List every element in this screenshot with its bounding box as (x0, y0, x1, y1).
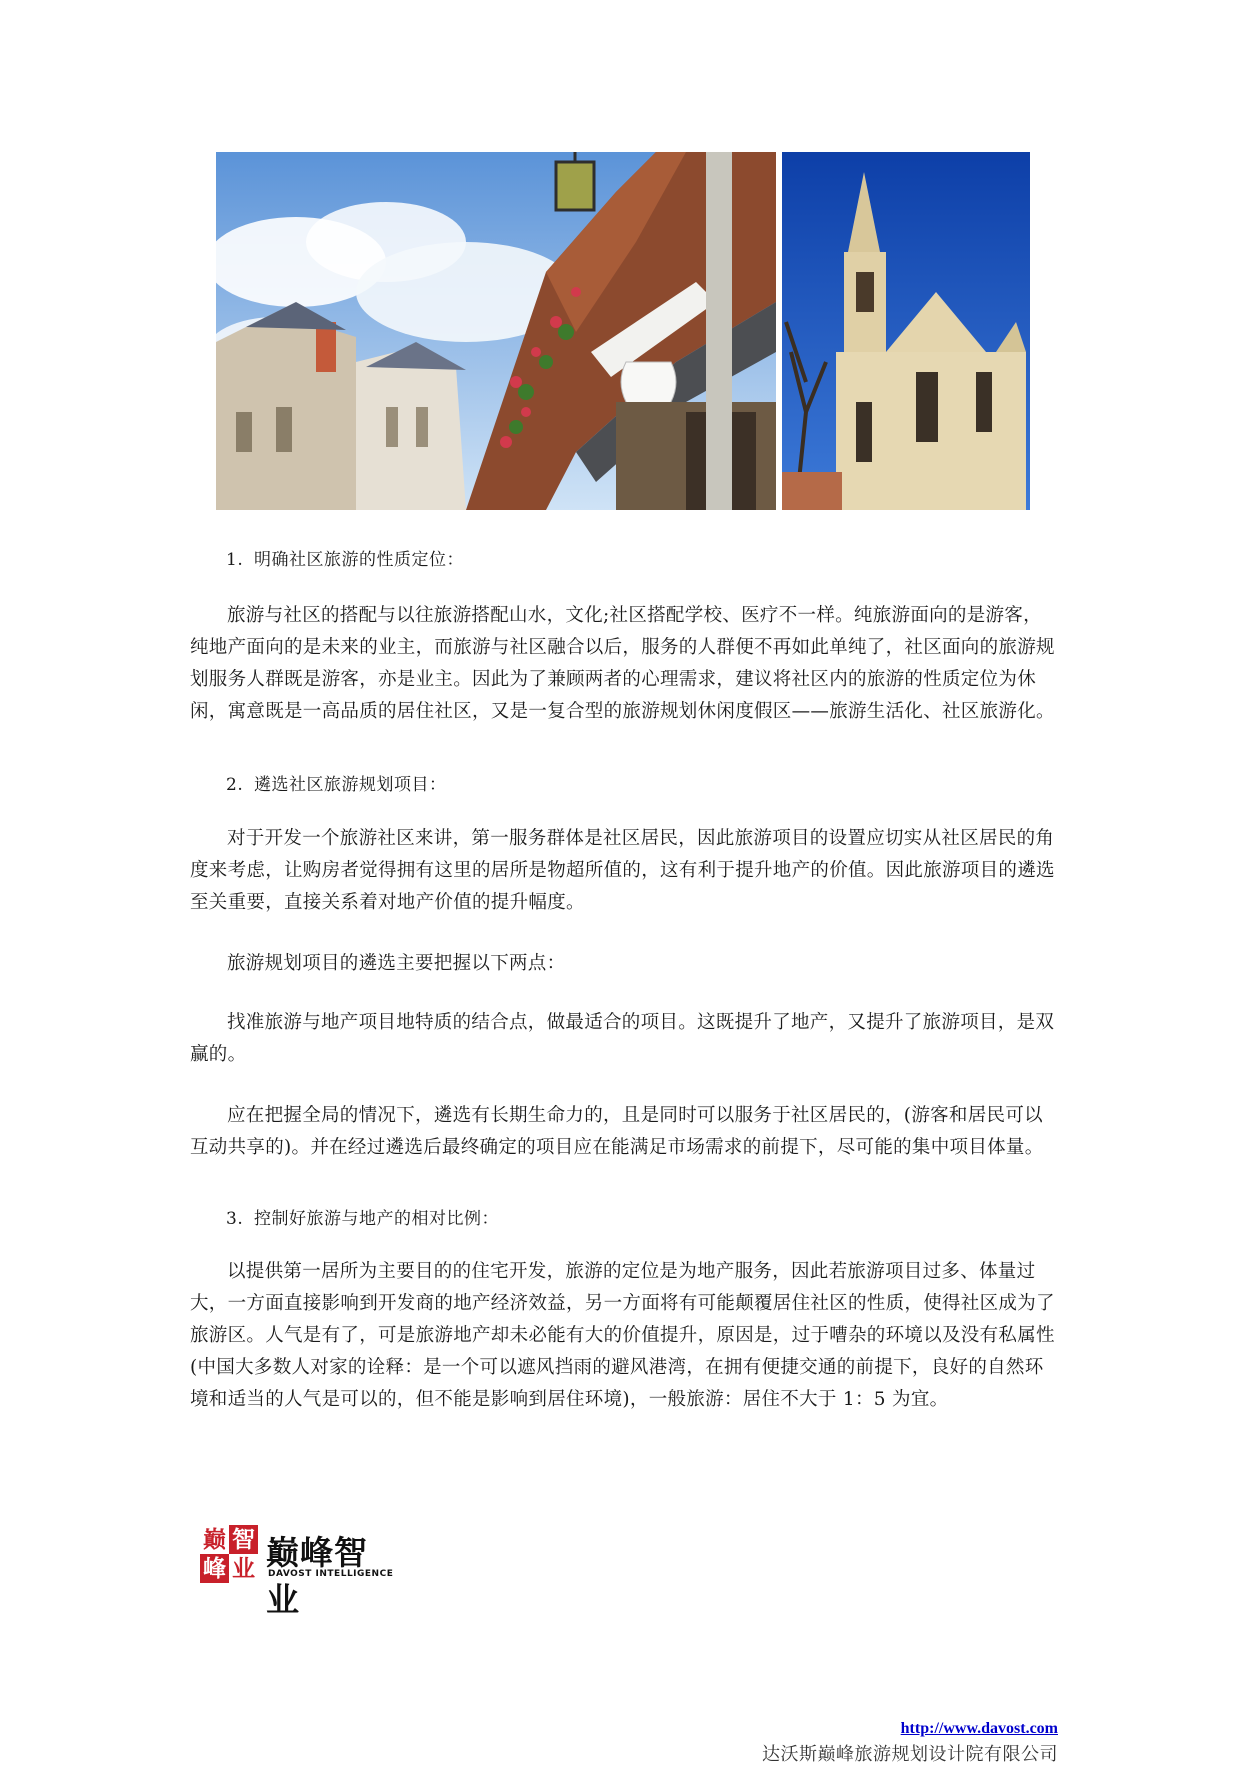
company-logo (200, 1525, 400, 1619)
section-1-number: 1. (226, 550, 244, 570)
header-photo-strip (216, 152, 1030, 510)
logo-name-en: DAVOST INTELLIGENCE (268, 1569, 394, 1579)
street-photo (216, 152, 776, 510)
seal-char-2: 智 (229, 1525, 258, 1554)
logo-seal (200, 1525, 258, 1583)
section-3-title: 控制好旅游与地产的相对比例： (254, 1209, 499, 1229)
section-3-heading (226, 1204, 499, 1229)
seal-char-4: 业 (232, 1555, 255, 1582)
section-2-paragraph-3: 找准旅游与地产项目地特质的结合点，做最适合的项目。这既提升了地产，又提升了旅游项目，是双赢的。 (190, 1012, 1055, 1065)
website-link[interactable]: http://www.davost.com (900, 1720, 1058, 1737)
logo-name-cn: 巅峰智业 (266, 1533, 368, 1619)
section-2-title: 遴选社区旅游规划项目： (254, 775, 447, 795)
section-3-number: 3. (226, 1209, 244, 1229)
photo-collage (216, 152, 1030, 510)
seal-char-1: 巅 (203, 1526, 226, 1553)
company-name: 达沃斯巅峰旅游规划设计院有限公司 (762, 1744, 1058, 1765)
church-photo (782, 152, 1030, 510)
section-1-paragraph: 旅游与社区的搭配与以往旅游搭配山水，文化;社区搭配学校、医疗不一样。纯旅游面向的是游客，纯地产面向的是未来的业主，而旅游与社区融合以后，服务的人群便不再如此单纯了，社区面向的旅游规划服务人群既是游客，亦是业主。因此为了兼顾两者的心理需求，建议将社区内的旅游的性质定位为休闲，寓意既是一高品质的居住社区，又是一复合型的旅游规划休闲度假区——旅游生活化、社区旅游化。 (190, 605, 1055, 722)
section-1-heading (226, 545, 464, 570)
section-2-heading (226, 770, 447, 795)
section-1-title: 明确社区旅游的性质定位： (254, 550, 464, 570)
section-2-paragraph-2: 旅游规划项目的遴选主要把握以下两点： (227, 953, 566, 974)
section-2-paragraph-4: 应在把握全局的情况下，遴选有长期生命力的，且是同时可以服务于社区居民的，(游客和居民可以互动共享的)。并在经过遴选后最终确定的项目应在能满足市场需求的前提下，尽可能的集中项目体量。 (190, 1105, 1044, 1158)
section-2-paragraph-1: 对于开发一个旅游社区来讲，第一服务群体是社区居民，因此旅游项目的设置应切实从社区居民的角度来考虑，让购房者觉得拥有这里的居所是物超所值的，这有利于提升地产的价值。因此旅游项目的遴选至关重要，直接关系着对地产价值的提升幅度。 (190, 828, 1055, 913)
seal-char-3: 峰 (200, 1554, 229, 1583)
section-2-number: 2. (226, 775, 244, 795)
section-3-paragraph: 以提供第一居所为主要目的的住宅开发，旅游的定位是为地产服务，因此若旅游项目过多、体量过大，一方面直接影响到开发商的地产经济效益，另一方面将有可能颠覆居住社区的性质，使得社区成为了旅游区。人气是有了，可是旅游地产却未必能有大的价值提升，原因是，过于嘈杂的环境以及没有私属性(中国大多数人对家的诠释：是一个可以遮风挡雨的避风港湾，在拥有便捷交通的前提下，良好的自然环境和适当的人气是可以的，但不能是影响到居住环境)，一般旅游：居住不大于 1：5 为宜。 (190, 1261, 1055, 1410)
